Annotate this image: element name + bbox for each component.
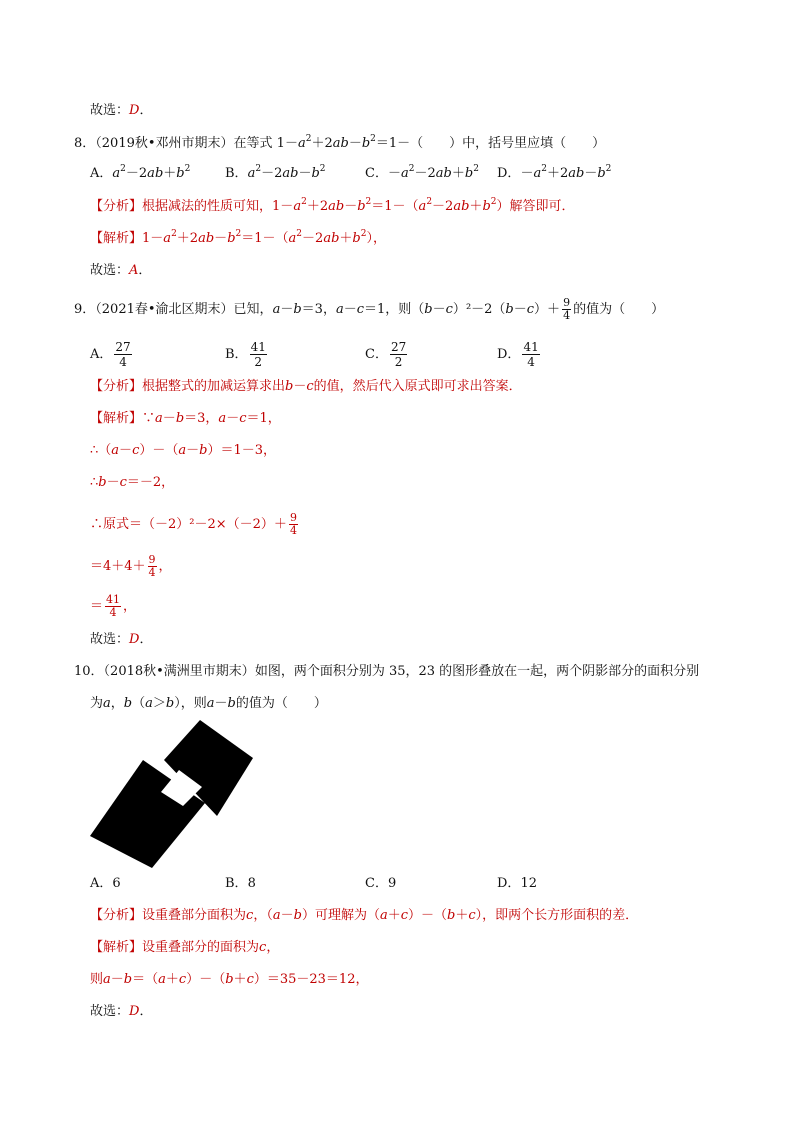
q8-conclusion: 故选：A． xyxy=(90,263,152,278)
q8-stem: 8．（2019秋•邓州市期末）在等式 $1-a^2+2ab-b^2=1-$（ ）中，括号里应填（ ） xyxy=(74,134,606,151)
q10-option-d: D．12 xyxy=(497,876,537,891)
q9-solution-step-4: ∴原式＝（－2）²－2×（－2）＋ $\frac{9}{4}$ xyxy=(90,511,297,537)
q9-conclusion: 故选：D． xyxy=(90,632,153,647)
q8-solution: 【解析】$1-a^2+2ab-b^2=1-(a^2-2ab+b^2)$， xyxy=(90,229,386,246)
q8-option-b: B．$a^2-2ab-b^2$ xyxy=(225,164,326,181)
q9-option-a: A． $\frac{27}{4}$ xyxy=(90,340,131,369)
q9-option-c: C． $\frac{27}{2}$ xyxy=(365,340,407,369)
q10-solution: 【解析】设重叠部分的面积为c， xyxy=(90,940,280,955)
q9-stem: 9．（2021春•渝北区期末）已知，a－b＝3，a－c＝1，则（b－c）²－2（b－c）＋ $\frac{9}{4}$ 的值为（ ） xyxy=(74,296,665,322)
q10-analysis: 【分析】设重叠部分面积为c，（a－b）可理解为（a＋c）－（b＋c），即两个长方形面积的差． xyxy=(90,908,639,923)
q9-option-d: D． $\frac{41}{4}$ xyxy=(497,340,539,369)
top-conclusion: 故选：D． xyxy=(90,103,153,118)
q9-solution-step-3: ∴b－c＝－2， xyxy=(90,475,175,490)
q10-option-c: C．9 xyxy=(365,876,397,891)
q9-analysis: 【分析】根据整式的加减运算求出b－c的值，然后代入原式即可求出答案． xyxy=(90,379,522,394)
q10-stem-line-2: 为a，b（a＞b），则a－b的值为（ ） xyxy=(90,696,327,711)
q9-option-b: B． $\frac{41}{2}$ xyxy=(225,340,266,369)
q9-solution-step-5: ＝4＋4＋ $\frac{9}{4}$ ， xyxy=(90,553,172,579)
q9-stem-fraction: $\frac{9}{4}$ xyxy=(563,296,571,322)
q8-analysis: 【分析】根据减法的性质可知，$1-a^2+2ab-b^2=1-(a^2-2ab+b^2)$解答即可． xyxy=(90,197,575,214)
q10-solution-step-2: 则a－b＝（a＋c）－（b＋c）＝35－23＝12， xyxy=(90,972,369,987)
q8-option-a: A．$a^2-2ab+b^2$ xyxy=(90,164,191,181)
q8-option-d: D．$-a^2+2ab-b^2$ xyxy=(497,164,612,181)
q9-solution-step-2: ∴（a－c）－（a－b）＝1－3， xyxy=(90,443,277,458)
q10-option-b: B．8 xyxy=(225,876,256,891)
q10-figure xyxy=(88,718,256,868)
q9-solution-step-1: 【解析】∵a－b＝3，a－c＝1， xyxy=(90,411,281,426)
q8-option-c: C．$-a^2-2ab+b^2$ xyxy=(365,164,479,181)
q10-conclusion: 故选：D． xyxy=(90,1004,153,1019)
q9-solution-step-6: ＝ $\frac{41}{4}$ ， xyxy=(90,593,137,619)
q10-stem-line-1: 10．（2018秋•满洲里市期末）如图，两个面积分别为 35，23 的图形叠放在一起，两个阴影部分的面积分别 xyxy=(74,664,700,679)
q10-option-a: A．6 xyxy=(90,876,121,891)
